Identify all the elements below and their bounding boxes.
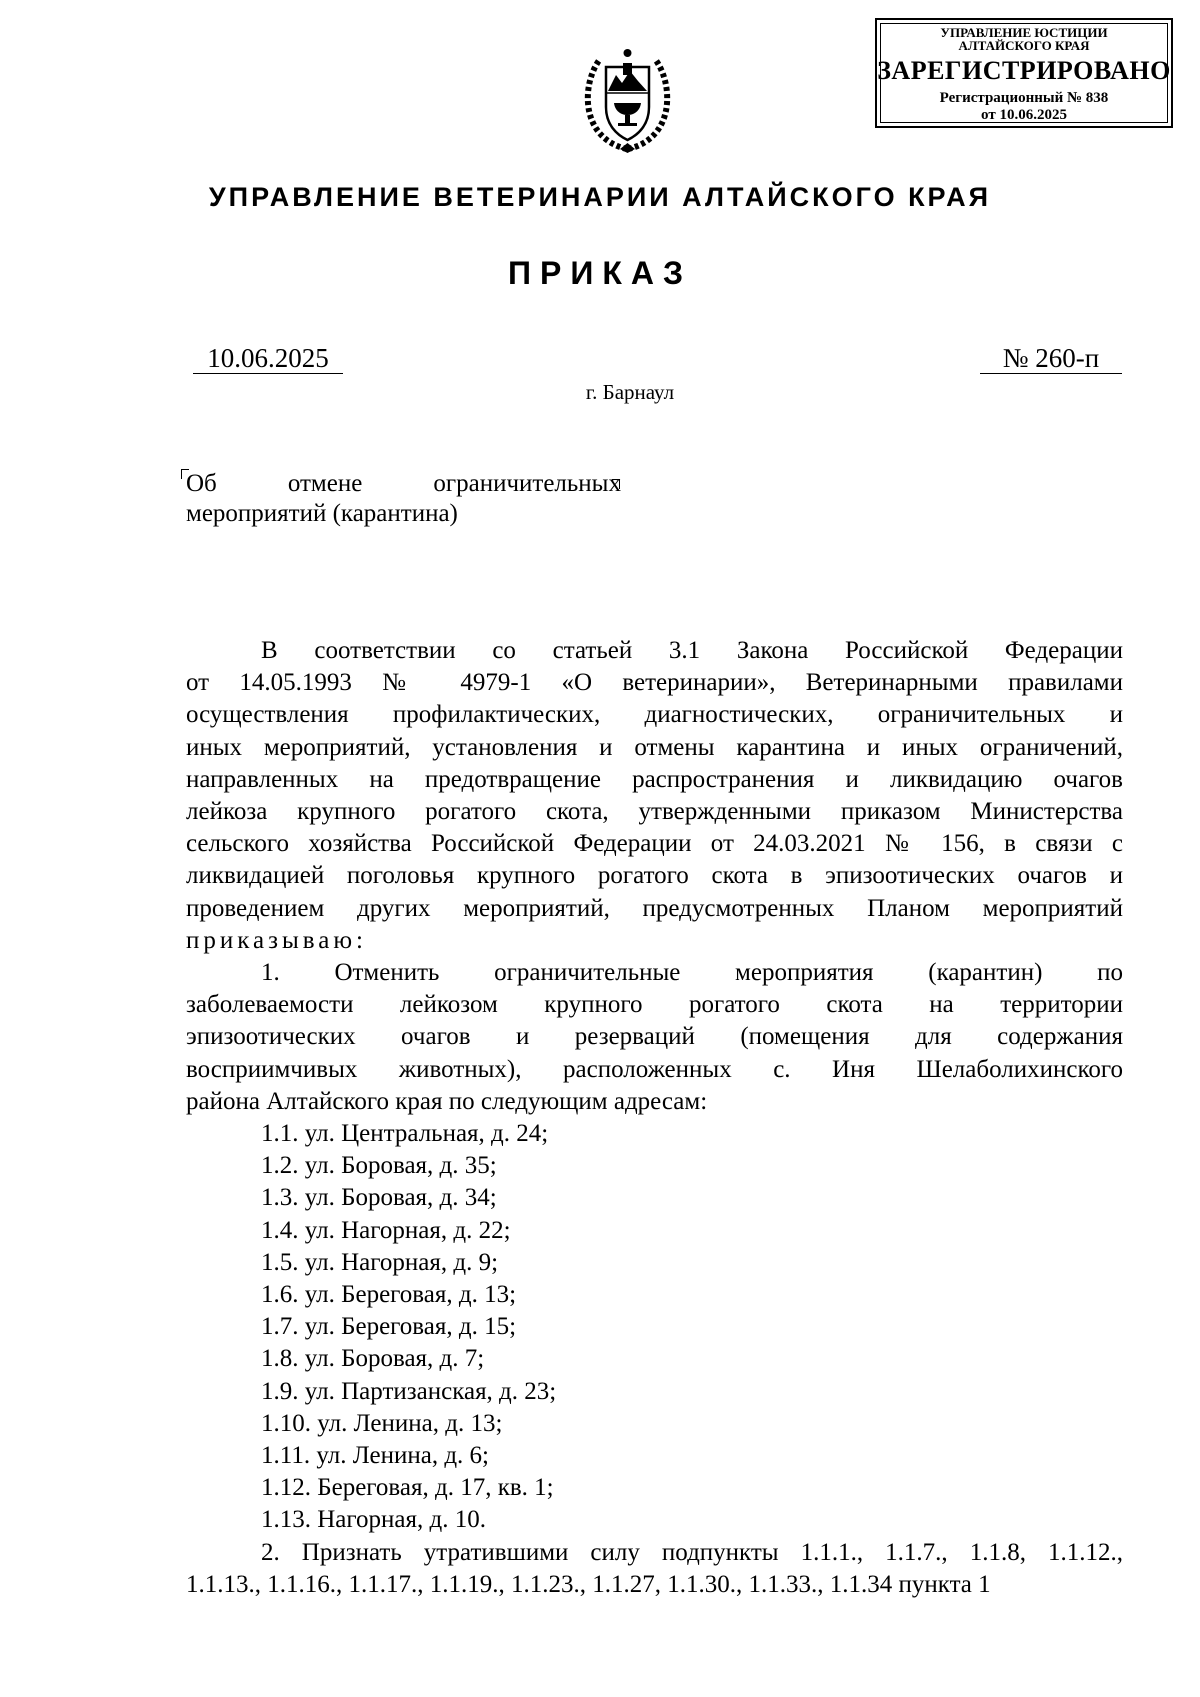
address-item: 1.8. ул. Боровая, д. 7;: [261, 1345, 485, 1373]
item1-line: района Алтайского края по следующим адресам:: [186, 1087, 708, 1115]
address-item: 1.4. ул. Нагорная, д. 22;: [261, 1216, 511, 1244]
address-list: [186, 1118, 1123, 1537]
stamp-org-line2: АЛТАЙСКОГО КРАЯ: [958, 38, 1090, 53]
address-item: 1.2. ул. Боровая, д. 35;: [261, 1152, 497, 1180]
item2-line: 1.1.13., 1.1.16., 1.1.17., 1.1.19., 1.1.23., 1.1.27, 1.1.30., 1.1.33., 1.1.34 пункта 1: [186, 1570, 991, 1598]
stamp-inner-border: [880, 23, 1168, 123]
address-item: 1.3. ул. Боровая, д. 34;: [261, 1184, 497, 1212]
preamble-line: иных мероприятий, установления и отмены карантина и иных ограничений,: [186, 733, 1123, 761]
order-subject: [186, 469, 621, 529]
address-item: 1.12. Береговая, д. 17, кв. 1;: [261, 1474, 554, 1502]
subject-corner-mark-left: [181, 469, 189, 479]
item1-line: эпизоотических очагов и резерваций (помещения для содержания: [186, 1023, 1123, 1051]
subject-word: отмене: [287, 470, 363, 497]
address-item: 1.10. ул. Ленина, д. 13;: [261, 1409, 503, 1437]
subject-corner-mark-right: [612, 479, 620, 489]
document-type-title: ПРИКАЗ: [507, 255, 693, 291]
order-number: № 260-п: [980, 343, 1122, 374]
subject-line-2: мероприятий (карантина): [186, 500, 458, 527]
registration-stamp: [875, 18, 1173, 128]
subject-word: Об: [186, 470, 217, 497]
address-item: 1.13. Нагорная, д. 10.: [261, 1506, 486, 1534]
stamp-org-line1: УПРАВЛЕНИЕ ЮСТИЦИИ: [940, 25, 1108, 40]
item1-line: 1. Отменить ограничительные мероприятия (карантин) по: [261, 959, 1123, 987]
agency-name: УПРАВЛЕНИЕ ВЕТЕРИНАРИИ АЛТАЙСКОГО КРАЯ: [208, 182, 992, 212]
preamble-line: сельского хозяйства Российской Федерации от 24.03.2021 № 156, в связи с: [186, 830, 1123, 858]
preamble-line: ликвидацией поголовья крупного рогатого скота в эпизоотических очагов и: [186, 862, 1123, 890]
stamp-reg-date: от 10.06.2025: [981, 107, 1067, 123]
subject-word: ограничительных: [433, 470, 621, 497]
preamble-line: проведением других мероприятий, предусмотренных Планом мероприятий: [186, 894, 1123, 922]
address-item: 1.11. ул. Ленина, д. 6;: [261, 1442, 489, 1470]
address-item: 1.6. ул. Береговая, д. 13;: [261, 1281, 517, 1309]
preamble-line: В соответствии со статьей 3.1 Закона Российской Федерации: [261, 637, 1123, 664]
preamble-line: лейкоза крупного рогатого скота, утвержденными приказом Министерства: [186, 798, 1123, 826]
address-item: 1.9. ул. Партизанская, д. 23;: [261, 1377, 557, 1405]
address-item: 1.5. ул. Нагорная, д. 9;: [261, 1248, 499, 1276]
address-item: 1.7. ул. Береговая, д. 15;: [261, 1313, 517, 1341]
stamp-reg-number: Регистрационный № 838: [939, 90, 1109, 106]
subject-line-1: [186, 469, 621, 499]
address-item: 1.1. ул. Центральная, д. 24;: [261, 1120, 549, 1148]
preamble-line: направленных на предотвращение распространения и ликвидацию очагов: [186, 765, 1123, 793]
altai-krai-coat-of-arms-icon: [580, 45, 675, 155]
issue-city: г. Барнаул: [585, 380, 675, 404]
stamp-status: ЗАРЕГИСТРИРОВАНО: [877, 56, 1171, 85]
order-word: приказываю:: [186, 926, 367, 954]
order-body: [186, 635, 1123, 1601]
item2-line: 2. Признать утратившими силу подпункты 1.1.1., 1.1.7., 1.1.8, 1.1.12.,: [261, 1538, 1123, 1566]
item1-line: восприимчивых животных), расположенных с. Иня Шелаболихинского: [186, 1055, 1123, 1083]
item1-line: заболеваемости лейкозом крупного рогатого скота на территории: [186, 991, 1123, 1019]
preamble-line: от 14.05.1993 № 4979-1 «О ветеринарии», Ветеринарными правилами: [186, 669, 1123, 697]
order-date: 10.06.2025: [193, 343, 343, 374]
preamble-line: осуществления профилактических, диагностических, ограничительных и: [186, 701, 1123, 729]
